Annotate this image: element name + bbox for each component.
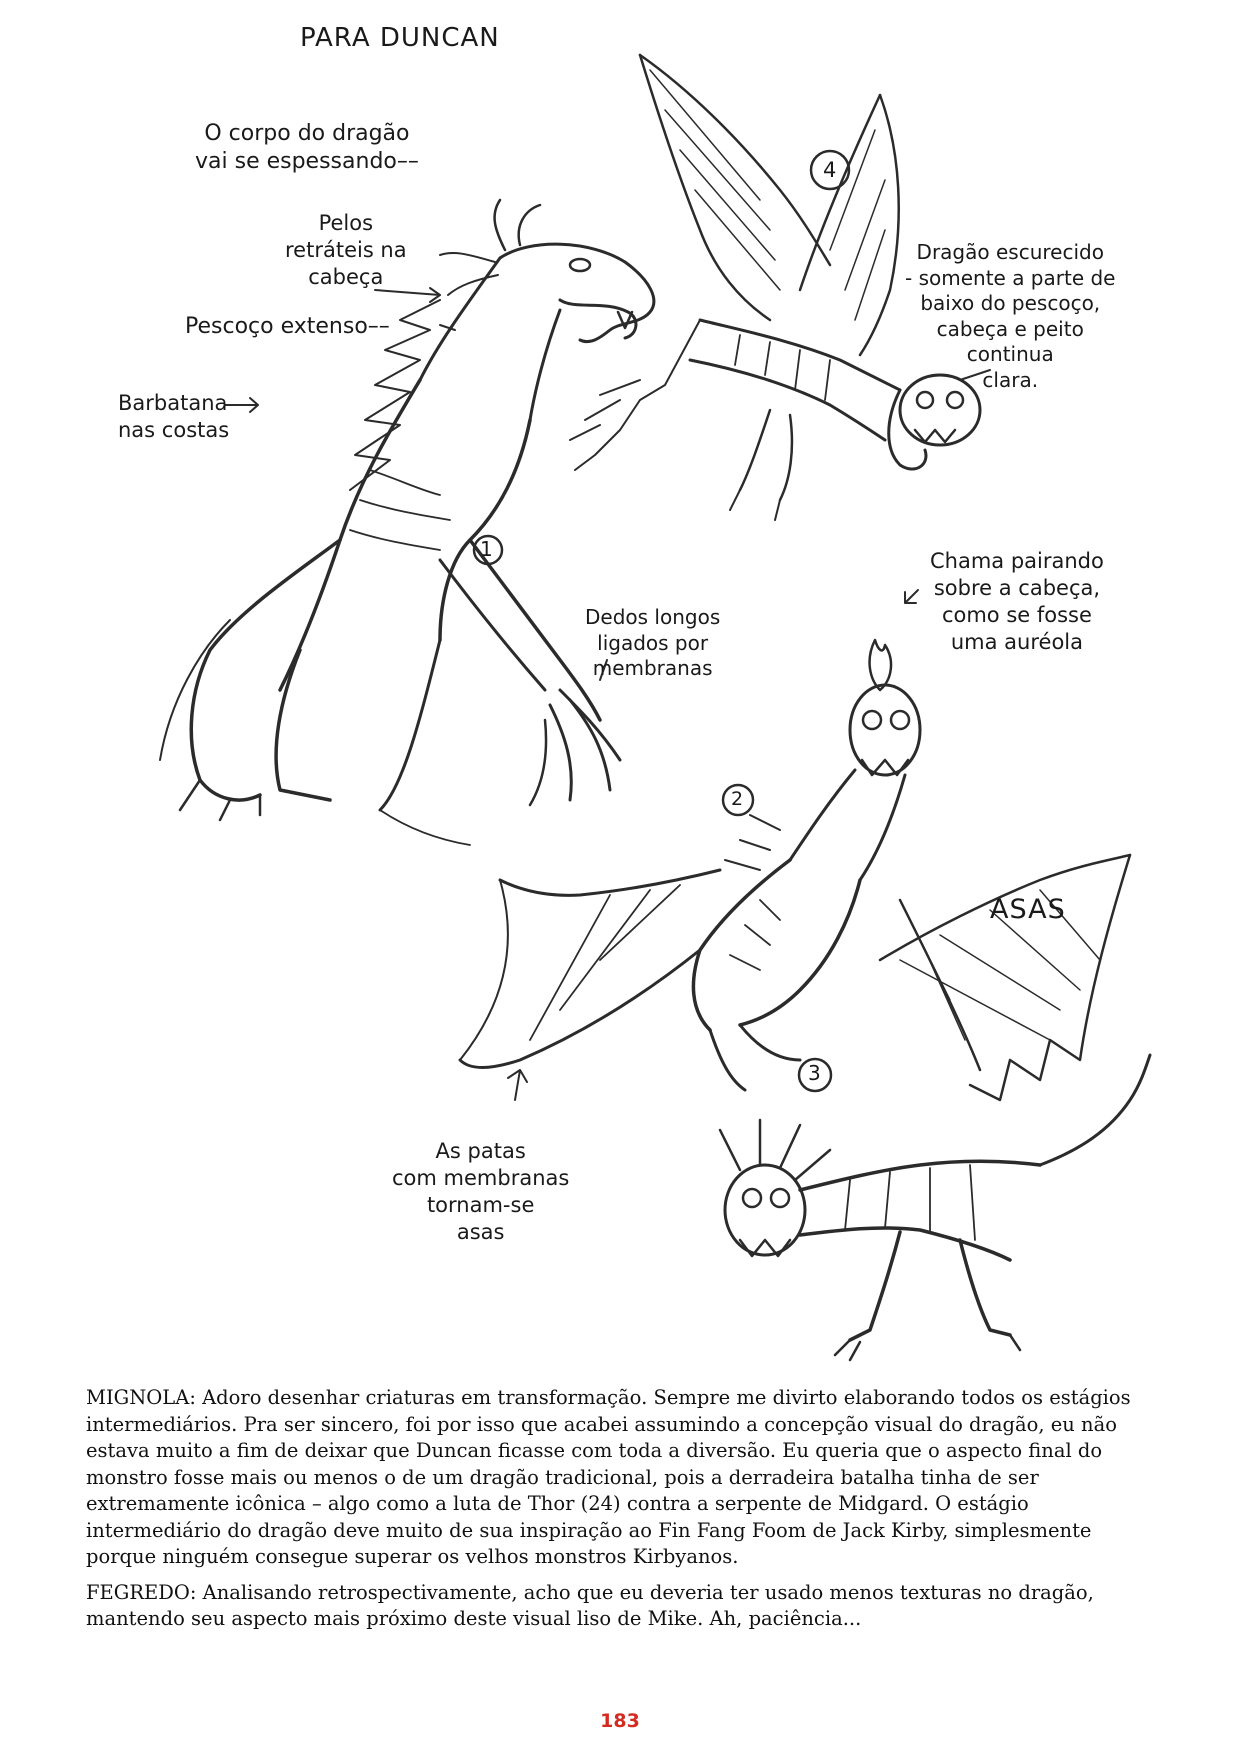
annotation-line: cabeça e peito: [936, 316, 1084, 341]
annotation-arrows: [225, 288, 990, 1100]
annotation-back-fin: [118, 390, 229, 444]
annotation-line: continua: [966, 342, 1054, 367]
annotation-line: membranas: [592, 656, 713, 681]
annotation-body-thickens: [195, 120, 419, 176]
annotation-line: como se fosse: [941, 602, 1092, 627]
annotation-paws-become-wings: [392, 1138, 569, 1246]
stage-marker-1: 1: [480, 537, 493, 561]
annotation-line: Dragão escurecido: [916, 240, 1104, 264]
annotation-line: retráteis na: [285, 237, 407, 262]
annotation-line: ASAS: [990, 894, 1066, 925]
annotation-retractable-hairs: [285, 210, 407, 291]
annotation-line: Barbatana: [118, 391, 228, 415]
annotation-line: Chama pairando: [930, 549, 1104, 573]
annotation-line: clara.: [982, 367, 1039, 392]
commentary-paragraph-mignola: MIGNOLA: Adoro desenhar criaturas em transformação. Sempre me divirto elaborando todos os estágios intermediários. Pra ser sincero, foi por isso que acabei assumindo a concepção visual do dragão, eu não estava muito a fim de deixar que Duncan ficasse com toda a diversão. Eu queria que o aspecto final do monstro fosse mais ou menos o de um dragão tradicional, pois a derradeira batalha tinha de ser extremamente icônica – algo como a luta de Thor (24) contra a serpente de Midgard. O estágio intermediário do dragão deve muito de sua inspiração ao Fin Fang Foom de Jack Kirby, simplesmente porque ninguém consegue superar os velhos monstros Kirbyanos.: [86, 1386, 1131, 1569]
annotation-line: Pescoço extenso––: [185, 314, 390, 339]
annotation-line: com membranas: [392, 1165, 570, 1190]
annotation-line: Dedos longos: [585, 605, 721, 629]
sketch-title-text: PARA DUNCAN: [300, 23, 500, 53]
annotation-long-neck: [185, 313, 390, 341]
commentary-paragraph-fegredo: FEGREDO: Analisando retrospectivamente, acho que eu deveria ter usado menos texturas no dragão, mantendo seu aspecto mais próximo deste visual liso de Mike. Ah, paciência...: [86, 1580, 1094, 1631]
annotation-darkened-dragon: [905, 240, 1116, 394]
annotation-line: nas costas: [118, 417, 230, 442]
annotation-line: vai se espessando––: [195, 149, 419, 175]
annotation-line: sobre a cabeça,: [933, 575, 1101, 600]
stage-marker-3: 3: [808, 1061, 821, 1085]
stage-marker-2: 2: [731, 788, 744, 810]
commentary-text: [86, 1385, 1156, 1642]
stage-marker-4: 4: [823, 158, 837, 182]
annotation-line: As patas: [435, 1139, 526, 1163]
annotation-line: Pelos: [318, 211, 374, 235]
annotation-line: ligados por: [597, 630, 709, 655]
annotation-line: baixo do pescoço,: [920, 291, 1101, 316]
annotation-line: tornam-se: [426, 1192, 535, 1217]
dragon-stage-2-drawing: [460, 640, 920, 1090]
annotation-line: O corpo do dragão: [204, 121, 410, 146]
dragon-stage-3-drawing: [720, 855, 1150, 1360]
annotation-wings: [990, 893, 1066, 928]
sketch-title: [300, 22, 500, 55]
annotation-flame: [930, 548, 1104, 656]
dragon-stage-1-drawing: [160, 200, 654, 845]
annotation-long-fingers: [585, 605, 720, 682]
annotation-line: cabeça: [308, 264, 384, 289]
page-number: 183: [600, 1710, 640, 1732]
annotation-line: - somente a parte de: [905, 265, 1116, 290]
annotation-line: uma auréola: [950, 629, 1083, 654]
annotation-line: asas: [456, 1219, 505, 1244]
